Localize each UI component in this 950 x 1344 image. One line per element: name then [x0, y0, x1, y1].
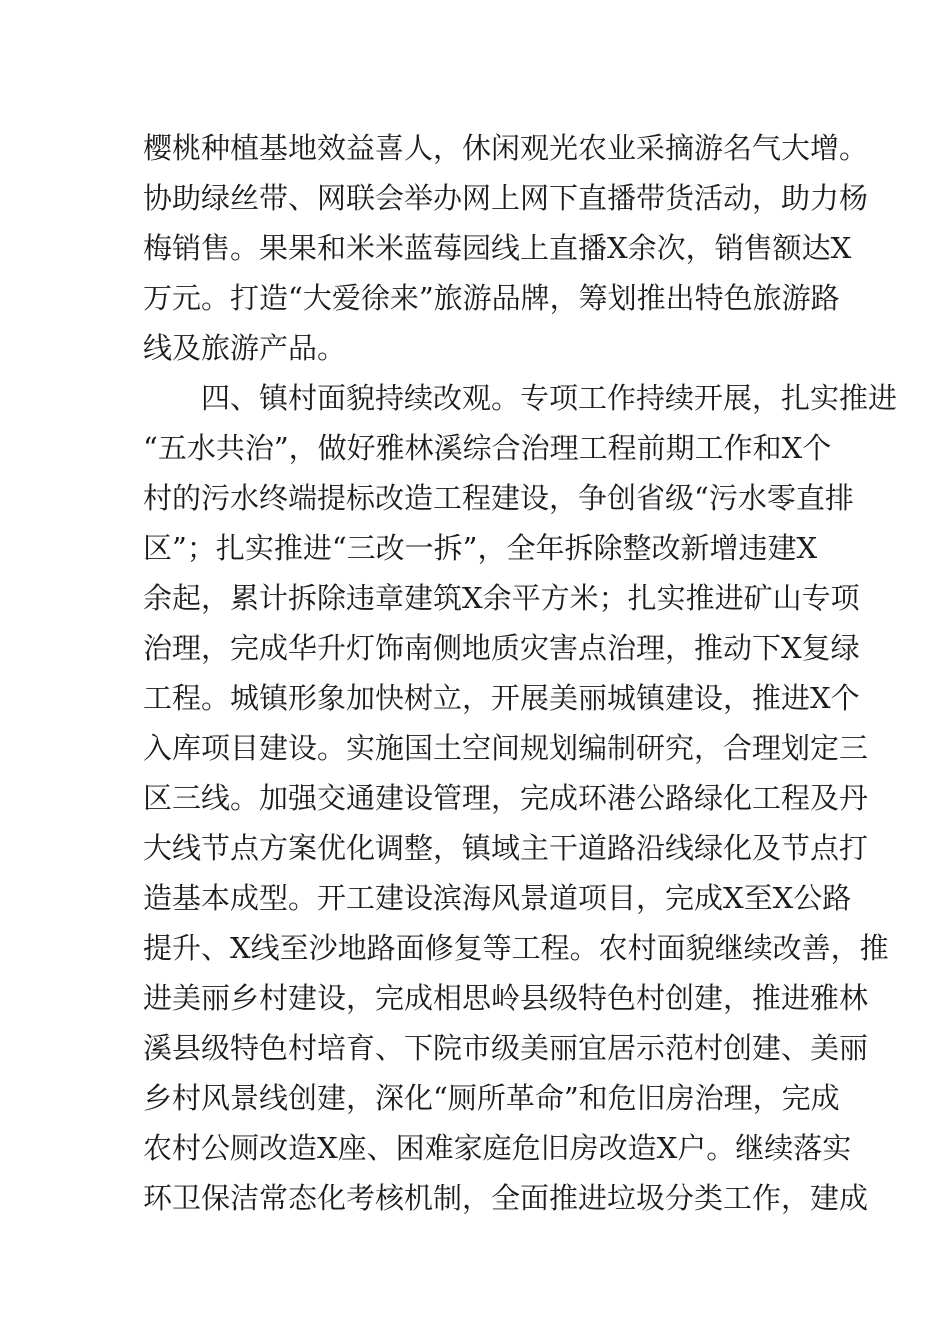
text-line: 线及旅游产品。: [143, 331, 347, 365]
text-line: 入库项目建设。实施国土空间规划编制研究，合理划定三: [143, 731, 869, 765]
text-line: 溪县级特色村培育、下院市级美丽宜居示范村创建、美丽: [143, 1031, 869, 1065]
text-line: 梅销售。果果和米米蓝莓园线上直播X余次，销售额达X: [143, 231, 852, 265]
text-line: 大线节点方案优化调整，镇域主干道路沿线绿化及节点打: [143, 831, 869, 865]
text-line: 进美丽乡村建设，完成相思岭县级特色村创建，推进雅林: [143, 981, 869, 1015]
text-line: 余起，累计拆除违章建筑X余平方米；扎实推进矿山专项: [143, 581, 860, 615]
text-line: 农村公厕改造X座、困难家庭危旧房改造X户。继续落实: [143, 1131, 852, 1165]
text-line: 造基本成型。开工建设滨海风景道项目，完成X至X公路: [143, 881, 852, 915]
text-line: 乡村风景线创建，深化“厕所革命”和危旧房治理，完成: [143, 1081, 840, 1115]
text-line: 治理，完成华升灯饰南侧地质灾害点治理，推动下X复绿: [143, 631, 860, 665]
text-line: 四、镇村面貌持续改观。专项工作持续开展，扎实推进: [143, 381, 898, 415]
text-line: “五水共治”，做好雅林溪综合治理工程前期工作和X个: [143, 431, 832, 465]
text-line: 环卫保洁常态化考核机制，全面推进垃圾分类工作，建成: [143, 1181, 869, 1215]
text-line: 村的污水终端提标改造工程建设，争创省级“污水零直排: [143, 481, 854, 515]
text-line: 区三线。加强交通建设管理，完成环港公路绿化工程及丹: [143, 781, 869, 815]
text-line: 区”；扎实推进“三改一拆”，全年拆除整改新增违建X: [143, 531, 818, 565]
text-line: 提升、X线至沙地路面修复等工程。农村面貌继续改善，推: [143, 931, 889, 965]
text-line: 万元。打造“大爱徐来”旅游品牌，筹划推出特色旅游路: [143, 281, 840, 315]
text-line: 协助绿丝带、网联会举办网上网下直播带货活动，助力杨: [143, 181, 869, 215]
text-line: 工程。城镇形象加快树立，开展美丽城镇建设，推进X个: [143, 681, 860, 715]
text-line: 樱桃种植基地效益喜人，休闲观光农业采摘游名气大增。: [143, 131, 869, 165]
